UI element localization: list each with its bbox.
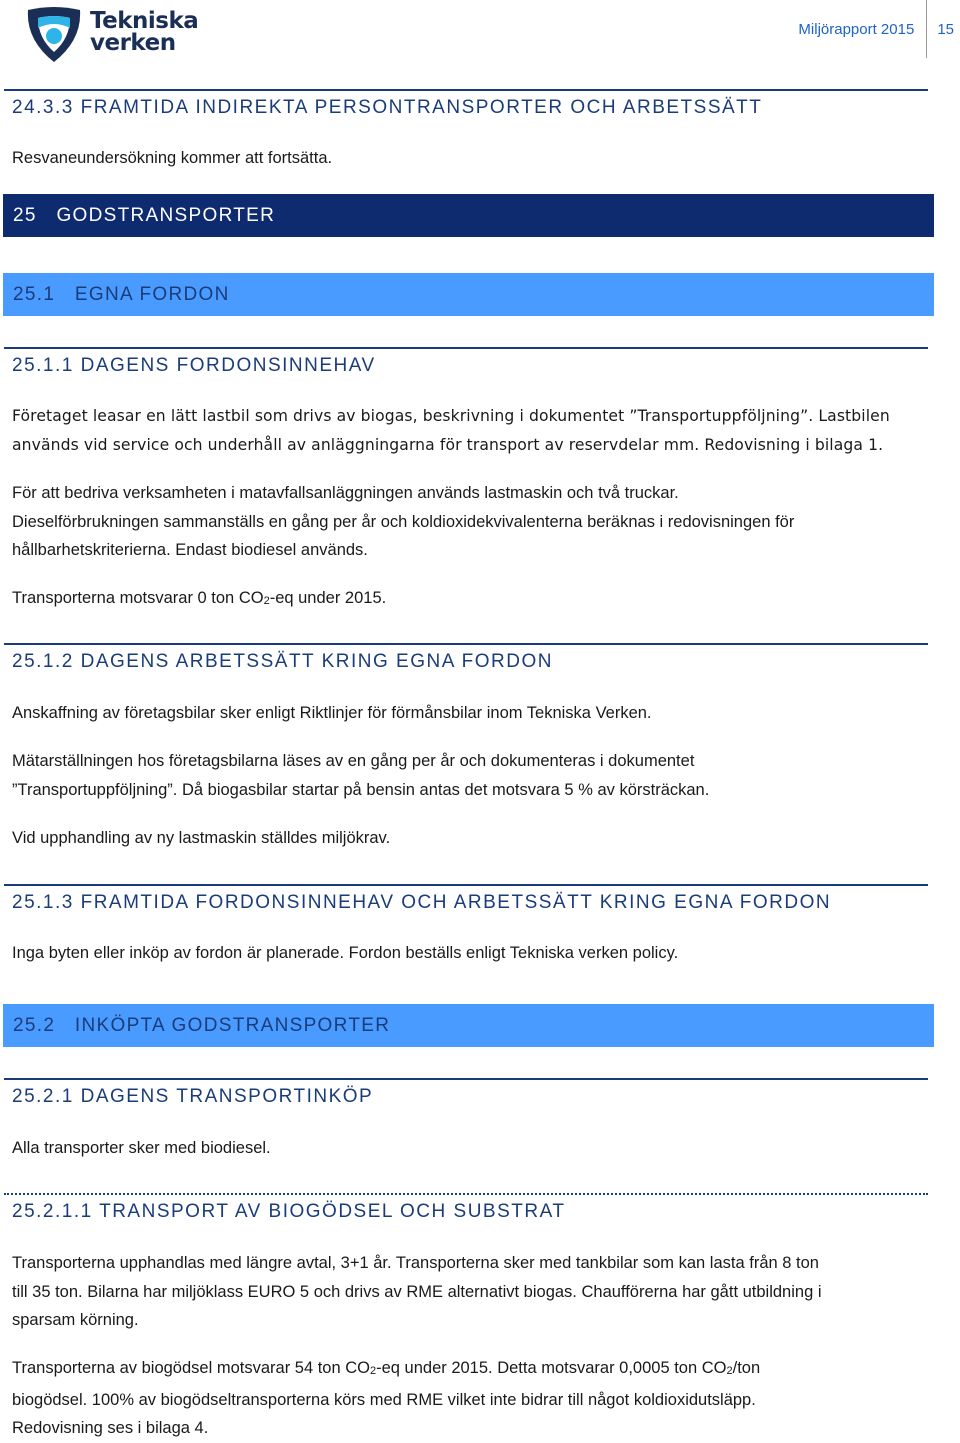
heading-25-1-2: 25.1.2 DAGENS ARBETSSÄTT KRING EGNA FORDON	[4, 643, 928, 673]
report-title: Miljörapport 2015	[798, 20, 915, 38]
heading-25-godstransporter	[3, 194, 934, 237]
paragraph-line: Transporterna upphandlas med längre avtal, 3+1 år. Transporterna sker med tankbilar som kan lasta från 8 ton	[12, 1254, 819, 1272]
paragraph-foretaget	[12, 402, 932, 459]
paragraph-line: Redovisning ses i bilaga 4.	[12, 1419, 209, 1437]
heading-25-2-1-1: 25.2.1.1 TRANSPORT AV BIOGÖDSEL OCH SUBSTRAT	[4, 1193, 928, 1223]
paragraph-co2	[12, 584, 932, 616]
paragraph-upphandling: Vid upphandling av ny lastmaskin ställdes miljökrav.	[12, 829, 391, 847]
page-header-right	[798, 0, 960, 58]
paragraph-line: Mätarställningen hos företagsbilarna läses av en gång per år och dokumenteras i dokumentet	[12, 752, 695, 770]
paragraph-line: ”Transportuppföljning”. Då biogasbilar startar på bensin antas det motsvara 5 % av körsträckan.	[12, 780, 710, 799]
heading-25-1-3: 25.1.3 FRAMTIDA FORDONSINNEHAV OCH ARBETSSÄTT KRING EGNA FORDON	[4, 884, 928, 914]
paragraph-alla-transporter: Alla transporter sker med biodiesel.	[12, 1139, 271, 1157]
co2-text-pre: Transporterna motsvarar 0 ton CO	[12, 589, 264, 607]
paragraph-line: För att bedriva verksamheten i matavfallsanläggningen används lastmaskin och två truckar.	[12, 484, 679, 502]
paragraph-inga-byten: Inga byten eller inköp av fordon är planerade. Fordon beställs enligt Tekniska verken policy.	[12, 944, 679, 962]
heading-25-1-label: 25.1 EGNA FORDON	[13, 283, 230, 305]
co2-text-post: -eq under 2015.	[269, 589, 387, 607]
heading-25-1-egna-fordon	[3, 273, 934, 316]
heading-25-label: 25 GODSTRANSPORTER	[13, 204, 276, 226]
logo-word-tekniska: Tekniska	[90, 8, 199, 34]
paragraph-line: biogödsel. 100% av biogödseltransporterna körs med RME vilket inte bidrar till något koldioxidutsläpp.	[12, 1390, 756, 1409]
paragraph-anskaffning: Anskaffning av företagsbilar sker enligt Riktlinjer för förmånsbilar inom Tekniska Verken.	[12, 704, 652, 722]
paragraph-line	[12, 1354, 932, 1386]
paragraph-biogodsel	[12, 1354, 932, 1443]
paragraph-line: används vid service och underhåll av anläggningarna för transport av reservdelar mm. Redovisning i bilaga 1.	[12, 435, 884, 454]
heading-24-3-3: 24.3.3 FRAMTIDA INDIREKTA PERSONTRANSPORTER OCH ARBETSSÄTT	[4, 89, 928, 119]
co2-subscript: 2	[726, 1365, 733, 1377]
heading-25-2-label: 25.2 INKÖPTA GODSTRANSPORTER	[13, 1014, 391, 1036]
heading-25-1-1: 25.1.1 DAGENS FORDONSINNEHAV	[4, 347, 928, 377]
paragraph-bedriva	[12, 479, 932, 565]
paragraph-line: sparsam körning.	[12, 1311, 139, 1329]
co2-subscript: 2	[369, 1365, 377, 1377]
shield-logo-icon	[22, 6, 86, 64]
paragraph-resvane: Resvaneundersökning kommer att fortsätta.	[12, 149, 333, 167]
paragraph-line: Företaget leasar en lätt lastbil som drivs av biogas, beskrivning i dokumentet ”Transportuppföljning”. Lastbilen	[12, 407, 890, 425]
bio-text-c: /ton	[732, 1359, 761, 1377]
paragraph-line: hållbarhetskriterierna. Endast biodiesel används.	[12, 541, 368, 559]
paragraph-line: till 35 ton. Bilarna har miljöklass EURO 5 och drivs av RME alternativt biogas. Chaufförerna har gått utbildning i	[12, 1282, 822, 1301]
paragraph-line: Dieselförbrukningen sammanställs en gång per år och koldioxidekvivalenterna beräknas i redovisningen för	[12, 512, 795, 531]
logo-word-verken: verken	[90, 30, 176, 56]
heading-25-2-inkopta	[3, 1004, 934, 1047]
paragraph-matarstallning	[12, 747, 932, 804]
page-number: 15	[937, 20, 954, 38]
paragraph-transporterna-upphandlas	[12, 1249, 932, 1335]
heading-25-2-1: 25.2.1 DAGENS TRANSPORTINKÖP	[4, 1078, 928, 1108]
logo-wordmark	[90, 10, 198, 54]
bio-text-b: -eq under 2015. Detta motsvarar 0,0005 ton CO	[376, 1359, 727, 1377]
bio-text-a: Transporterna av biogödsel motsvarar 54 ton CO	[12, 1359, 370, 1377]
co2-subscript: 2	[263, 595, 270, 607]
